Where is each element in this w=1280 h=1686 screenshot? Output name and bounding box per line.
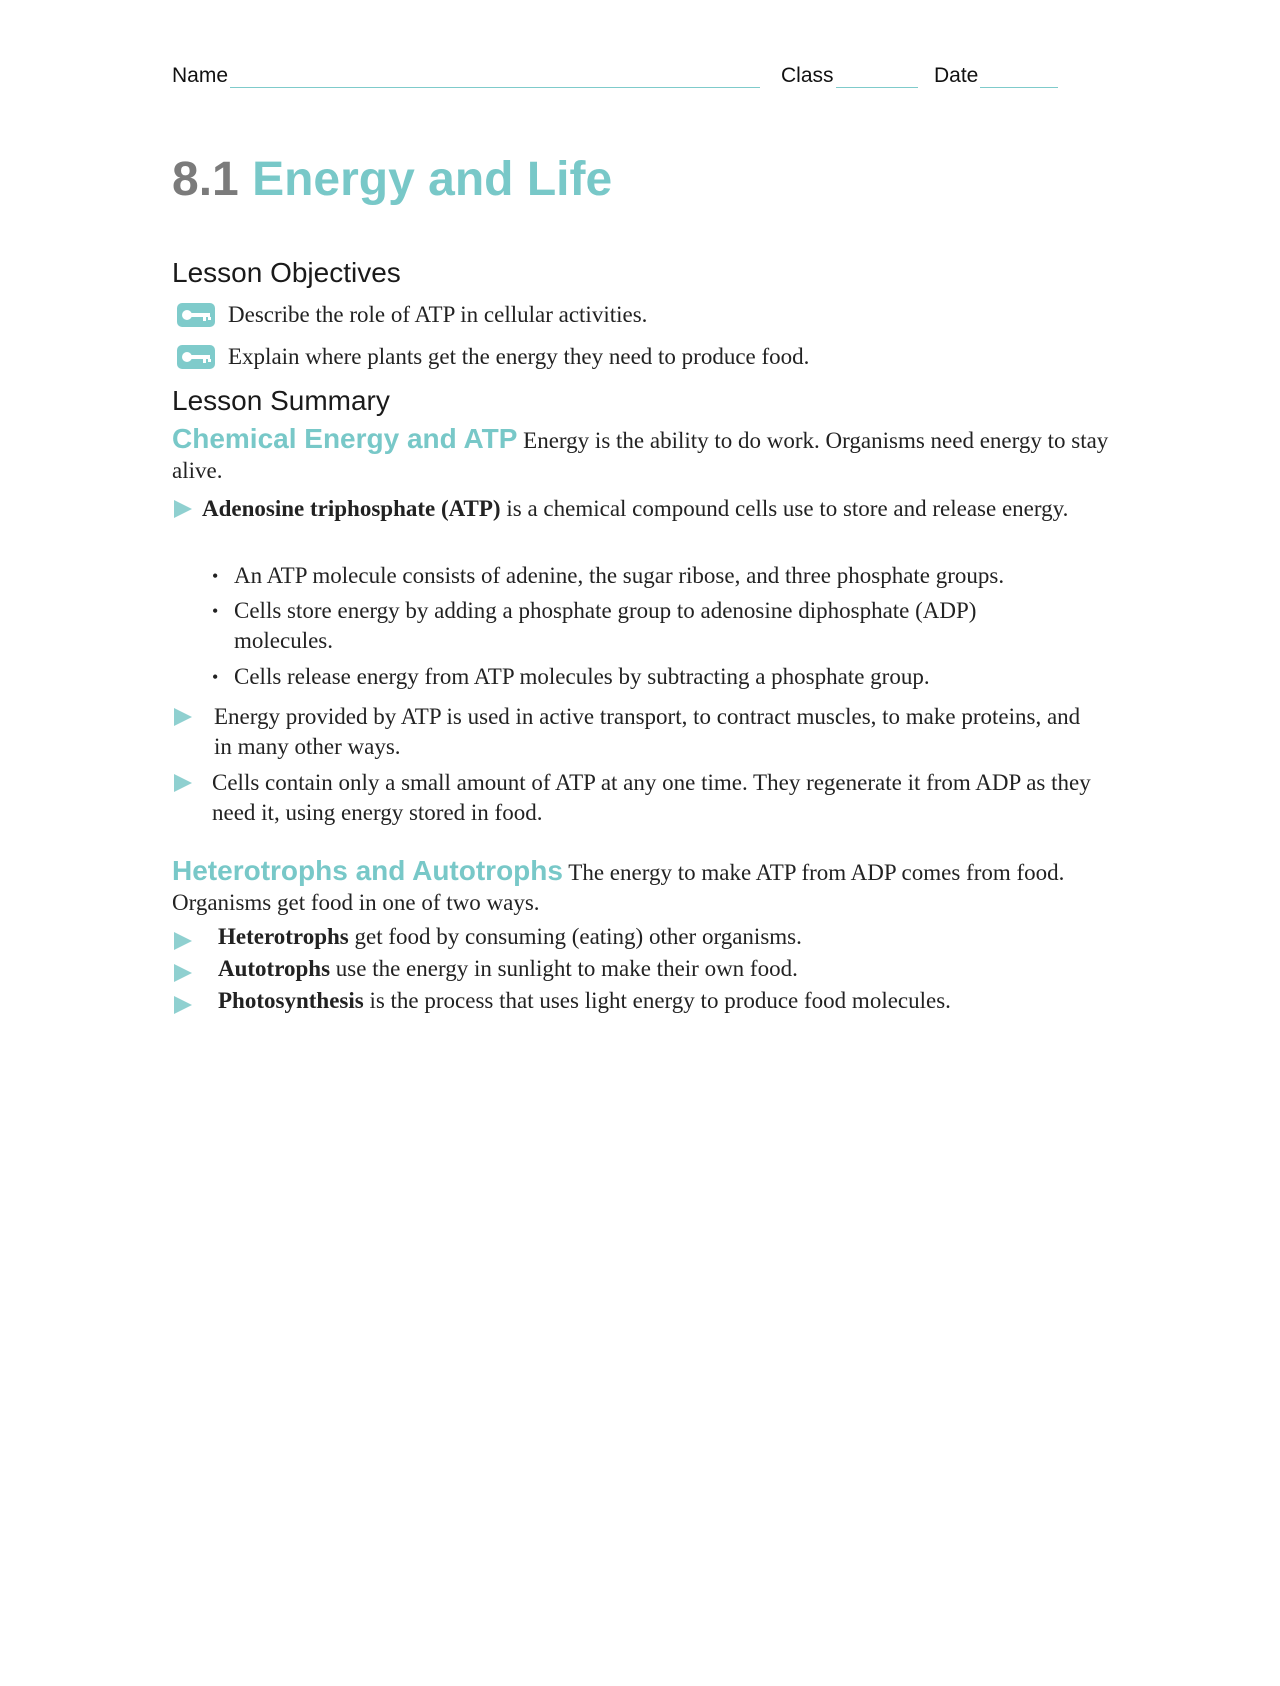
hetero-auto-heading: Heterotrophs and Autotrophs bbox=[172, 855, 563, 886]
key-icon bbox=[176, 344, 216, 370]
page-title bbox=[172, 152, 612, 208]
atp-term: Adenosine triphosphate (ATP) bbox=[202, 496, 501, 521]
bullet-text: An ATP molecule consists of adenine, the sugar ribose, and three phosphate groups. bbox=[234, 563, 1005, 588]
objective-text: Describe the role of ATP in cellular activities. bbox=[228, 302, 648, 327]
summary-heading: Lesson Summary bbox=[172, 385, 390, 416]
autotrophs-definition: use the energy in sunlight to make their own food. bbox=[335, 956, 798, 981]
triangle-arrow-icon bbox=[172, 498, 194, 520]
autotrophs-term: Autotrophs bbox=[218, 956, 331, 981]
triangle-arrow-icon bbox=[172, 930, 194, 952]
heterotrophs-point bbox=[172, 922, 1112, 952]
triangle-arrow-icon bbox=[172, 706, 194, 728]
chemical-energy-paragraph bbox=[172, 424, 1112, 486]
heterotrophs-term: Heterotrophs bbox=[218, 924, 349, 949]
chemical-energy-heading: Chemical Energy and ATP bbox=[172, 423, 518, 454]
class-field[interactable] bbox=[781, 64, 918, 88]
bullet-dot-icon: • bbox=[212, 601, 219, 621]
bullet-text: Cells store energy by adding a phosphate group to adenosine diphosphate (ADP) molecules. bbox=[234, 598, 977, 653]
objective-item bbox=[176, 300, 647, 330]
objective-text: Explain where plants get the energy they need to produce food. bbox=[228, 344, 810, 369]
class-blank-line[interactable] bbox=[836, 65, 918, 88]
atp-definition: is a chemical compound cells use to store and release energy. bbox=[506, 496, 1069, 521]
atp-regeneration-text: Cells contain only a small amount of ATP at any one time. They regenerate it from ADP as they need it, using energy stored in food. bbox=[212, 770, 1091, 825]
chemical-energy-intro: Energy is the ability to do work. Organisms need energy to stay alive. bbox=[172, 428, 1109, 483]
name-field[interactable] bbox=[172, 64, 760, 88]
bullet-text: Cells release energy from ATP molecules by subtracting a phosphate group. bbox=[234, 664, 930, 689]
heterotrophs-definition: get food by consuming (eating) other organisms. bbox=[354, 924, 802, 949]
photosynthesis-point bbox=[172, 986, 1112, 1016]
bullet-dot-icon: • bbox=[212, 667, 219, 687]
lesson-number: 8.1 bbox=[172, 153, 239, 206]
key-icon bbox=[176, 302, 216, 328]
class-label: Class bbox=[781, 64, 834, 87]
objective-item bbox=[176, 342, 809, 372]
photosynthesis-definition: is the process that uses light energy to produce food molecules. bbox=[369, 988, 951, 1013]
triangle-arrow-icon bbox=[172, 772, 194, 794]
objectives-heading: Lesson Objectives bbox=[172, 257, 401, 288]
atp-point bbox=[172, 494, 1112, 554]
atp-uses-point bbox=[172, 702, 1112, 762]
autotrophs-point bbox=[172, 954, 1112, 984]
bullet-dot-icon: • bbox=[212, 566, 219, 586]
date-label: Date bbox=[934, 64, 979, 87]
date-field[interactable] bbox=[934, 64, 1058, 88]
triangle-arrow-icon bbox=[172, 994, 194, 1016]
triangle-arrow-icon bbox=[172, 962, 194, 984]
lesson-title: Energy and Life bbox=[252, 153, 613, 206]
atp-uses-text: Energy provided by ATP is used in active transport, to contract muscles, to make proteins, and in many other ways. bbox=[214, 704, 1081, 759]
hetero-auto-paragraph bbox=[172, 856, 1112, 918]
name-blank-line[interactable] bbox=[230, 65, 760, 88]
name-label: Name bbox=[172, 64, 229, 87]
hetero-auto-intro: The energy to make ATP from ADP comes from food. Organisms get food in one of two ways. bbox=[172, 860, 1065, 915]
photosynthesis-term: Photosynthesis bbox=[218, 988, 364, 1013]
date-blank-line[interactable] bbox=[980, 65, 1058, 88]
atp-regeneration-point bbox=[172, 768, 1112, 828]
